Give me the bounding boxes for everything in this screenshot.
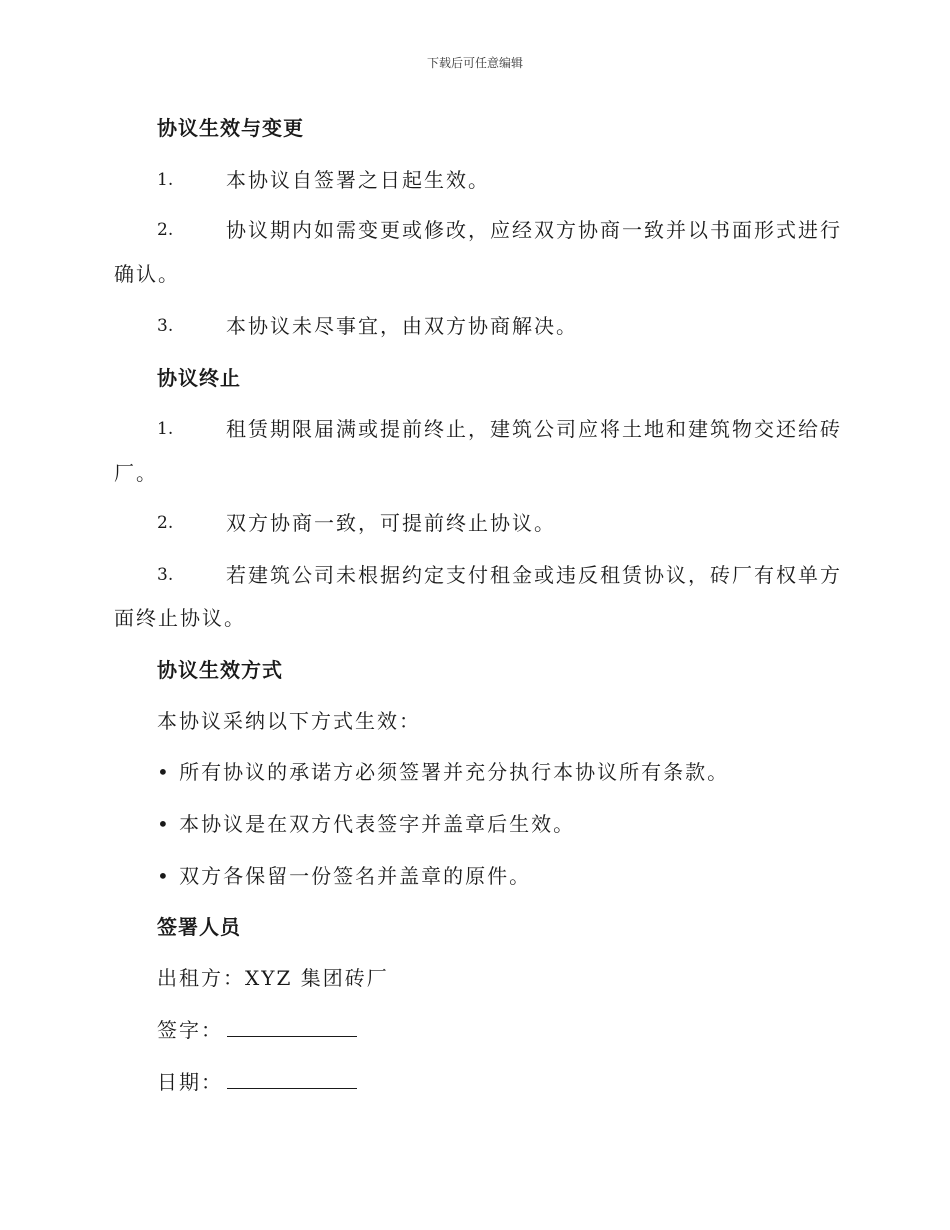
date-line bbox=[157, 1068, 357, 1096]
section-intro: 本协议采纳以下方式生效： bbox=[157, 709, 421, 733]
signature-blank[interactable] bbox=[227, 1016, 357, 1037]
item-text: 租赁期限届满或提前终止，建筑公司应将土地和建筑物交还给砖 bbox=[226, 417, 842, 441]
date-label: 日期： bbox=[157, 1070, 223, 1094]
item-number: 3. bbox=[157, 316, 174, 336]
item-number: 3. bbox=[157, 565, 174, 585]
bullet-item: • 所有协议的承诺方必须签署并充分执行本协议所有条款。 bbox=[157, 760, 730, 784]
item-text: 双方协商一致，可提前终止协议。 bbox=[226, 511, 556, 535]
date-blank[interactable] bbox=[227, 1068, 357, 1089]
item-number: 2. bbox=[157, 513, 174, 533]
item-number: 2. bbox=[157, 220, 174, 240]
bullet-item: • 本协议是在双方代表签字并盖章后生效。 bbox=[157, 812, 576, 836]
signature-label: 签字： bbox=[157, 1018, 223, 1042]
item-text-continuation: 确认。 bbox=[114, 262, 180, 286]
section-heading-signatories: 签署人员 bbox=[157, 915, 241, 939]
item-number: 1. bbox=[157, 170, 174, 190]
signature-line bbox=[157, 1016, 357, 1044]
item-text: 本协议自签署之日起生效。 bbox=[226, 168, 490, 192]
bullet-item: • 双方各保留一份签名并盖章的原件。 bbox=[157, 864, 532, 888]
item-number: 1. bbox=[157, 419, 174, 439]
section-heading-effect-change: 协议生效与变更 bbox=[157, 116, 304, 140]
item-text: 本协议未尽事宜，由双方协商解决。 bbox=[226, 314, 578, 338]
item-text: 协议期内如需变更或修改，应经双方协商一致并以书面形式进行 bbox=[226, 218, 842, 242]
item-text: 若建筑公司未根据约定支付租金或违反租赁协议，砖厂有权单方 bbox=[226, 563, 842, 587]
lessor-line: 出租方：XYZ 集团砖厂 bbox=[157, 966, 389, 990]
section-heading-effect-method: 协议生效方式 bbox=[157, 658, 283, 682]
page-header: 下载后可任意编辑 bbox=[426, 56, 523, 70]
item-text-continuation: 厂。 bbox=[114, 461, 158, 485]
section-heading-termination: 协议终止 bbox=[157, 366, 241, 390]
item-text-continuation: 面终止协议。 bbox=[114, 606, 246, 630]
